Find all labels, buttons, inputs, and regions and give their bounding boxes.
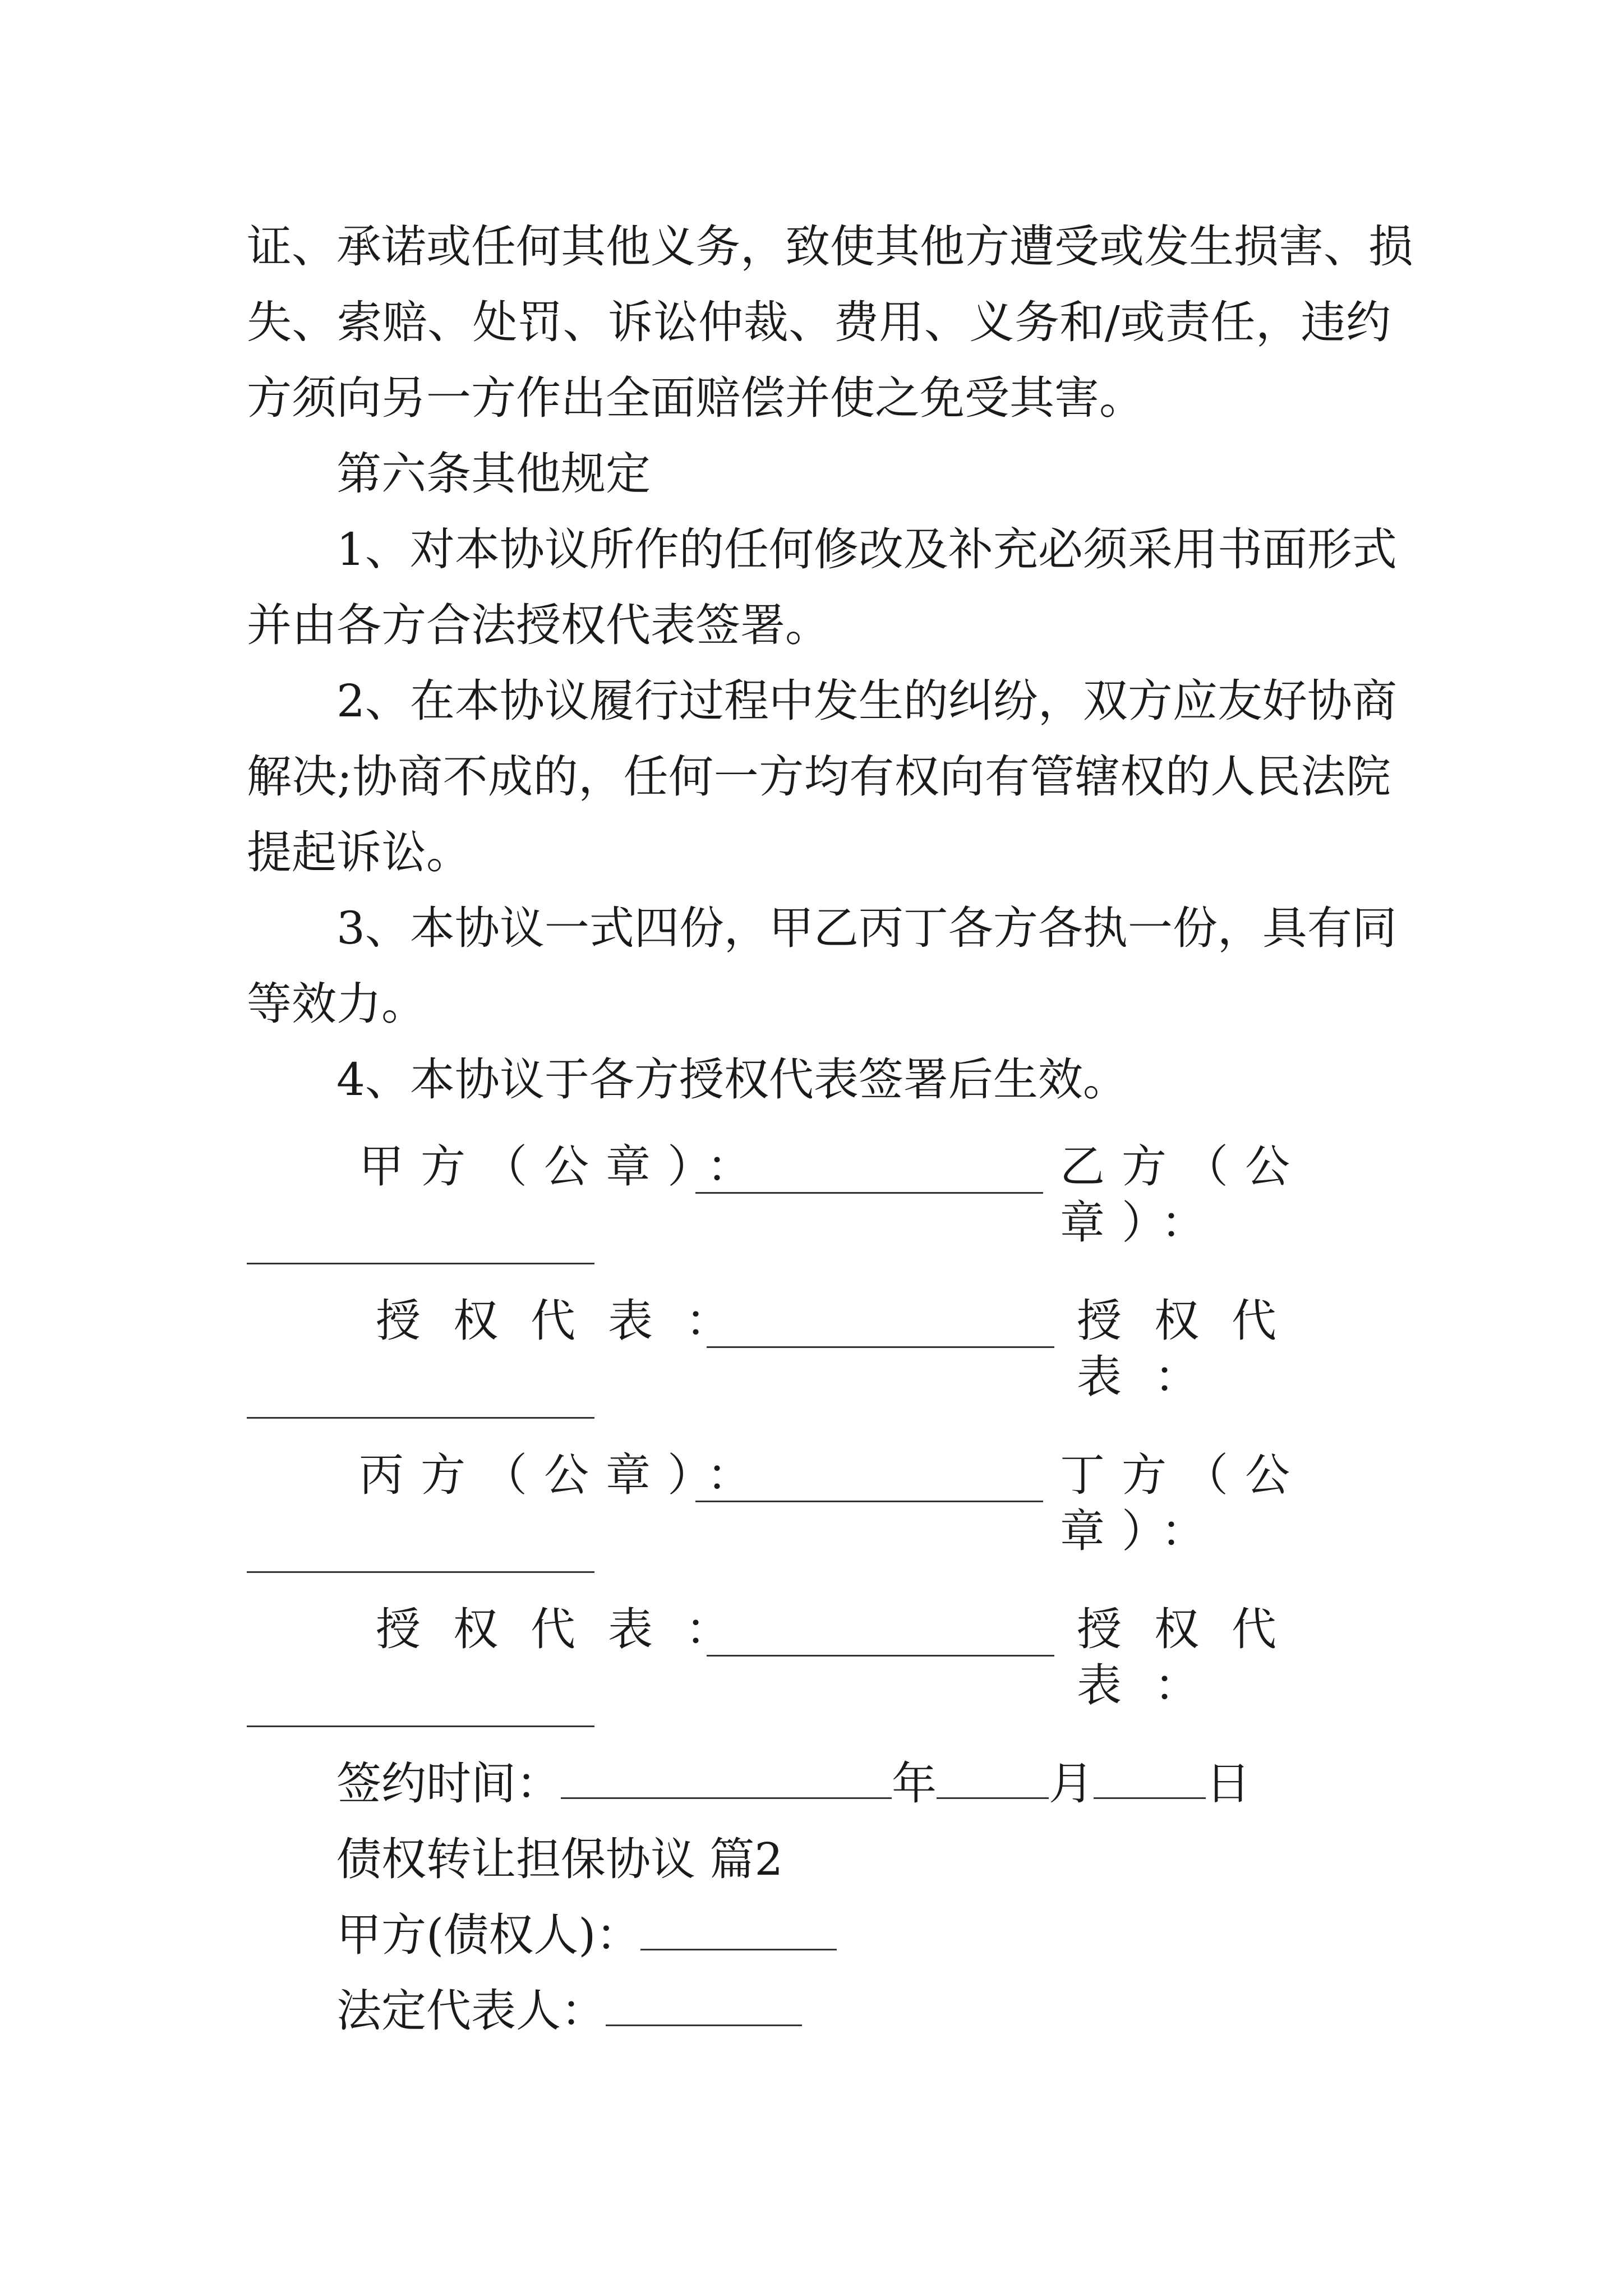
month-label: 月 [1049, 1757, 1094, 1810]
party-b-signature-line[interactable] [247, 1262, 594, 1264]
party-d-seal-label: 丁方（公章）： [1060, 1449, 1307, 1557]
legal-rep-label: 法定代表人： [336, 1985, 606, 2037]
creditor-label: 甲方(债权人)： [336, 1909, 641, 1961]
party-c-seal-label: 丙方（公章）： [359, 1449, 768, 1501]
article-6-item-2-line-2: 解决;协商不成的，任何一方均有权向有管辖权的人民法院 [247, 751, 1391, 803]
rep-a-signature-line[interactable] [707, 1346, 1054, 1348]
party-a-seal-label: 甲方（公章）： [359, 1140, 768, 1193]
article-6-item-3-line-2: 等效力。 [247, 978, 426, 1030]
article-6-item-3-line-1: 3、本协议一式四份，甲乙丙丁各方各执一份，具有同 [336, 902, 1397, 954]
article-6-item-4: 4、本协议于各方授权代表签署后生效。 [336, 1053, 1128, 1106]
rep-b-label: 授权代表： [1077, 1295, 1309, 1403]
creditor-row [336, 1907, 1391, 1963]
breach-paragraph-line-1: 证、承诺或任何其他义务，致使其他方遭受或发生损害、损 [247, 220, 1413, 273]
signature-row-a-b [247, 1139, 1391, 1249]
rep-c-signature-line[interactable] [707, 1654, 1054, 1657]
representative-row-c-d [247, 1602, 1391, 1711]
party-d-signature-line[interactable] [247, 1571, 594, 1573]
signature-row-c-d [247, 1447, 1391, 1557]
day-label: 日 [1206, 1757, 1251, 1810]
month-blank[interactable] [937, 1758, 1049, 1799]
breach-paragraph-line-2: 失、索赔、处罚、诉讼仲裁、费用、义务和/或责任，违约 [247, 296, 1391, 348]
day-blank[interactable] [1094, 1758, 1206, 1799]
party-b-seal-label: 乙方（公章）： [1060, 1140, 1307, 1249]
signing-time-row [336, 1756, 1391, 1812]
rep-c-label: 授权代表： [376, 1603, 763, 1655]
party-a-signature-line[interactable] [695, 1191, 1043, 1194]
legal-rep-row [336, 1983, 1391, 2039]
creditor-blank[interactable] [640, 1910, 837, 1950]
signing-time-label: 签约时间： [336, 1757, 561, 1810]
article-6-item-2-line-1: 2、在本协议履行过程中发生的纠纷，双方应友好协商 [336, 675, 1397, 727]
signing-time-blank[interactable] [561, 1758, 892, 1799]
representative-row-a-b [247, 1293, 1391, 1403]
party-c-signature-line[interactable] [695, 1500, 1043, 1502]
year-label: 年 [892, 1757, 937, 1810]
rep-a-label: 授权代表： [376, 1295, 763, 1347]
rep-d-label: 授权代表： [1077, 1603, 1309, 1711]
rep-b-signature-line[interactable] [247, 1416, 594, 1419]
article-6-item-2-line-3: 提起诉讼。 [247, 826, 471, 878]
breach-paragraph-line-3: 方须向另一方作出全面赔偿并使之免受其害。 [247, 372, 1144, 424]
legal-rep-blank[interactable] [606, 1985, 802, 2026]
article-6-title: 第六条其他规定 [336, 448, 651, 500]
article-6-item-1-line-1: 1、对本协议所作的任何修改及补充必须采用书面形式 [336, 523, 1397, 576]
article-6-item-1-line-2: 并由各方合法授权代表签署。 [247, 599, 830, 651]
section-2-title: 债权转让担保协议 篇2 [336, 1833, 783, 1885]
rep-d-signature-line[interactable] [247, 1725, 594, 1727]
